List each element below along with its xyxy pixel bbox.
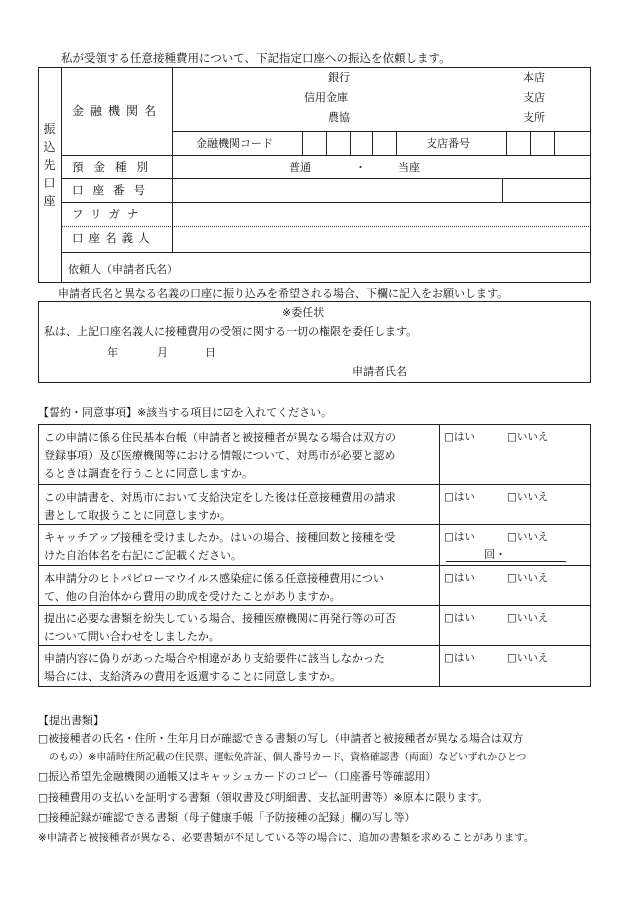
agreement-row-3-no[interactable]: □いいえ	[507, 531, 549, 543]
agreement-row-1-no[interactable]: □いいえ	[507, 431, 549, 443]
agreement-heading: 【誓約・同意事項】※該当する項目に☑を入れてください。	[38, 406, 333, 419]
institution-name-label: 金融機関名	[72, 104, 163, 118]
account-number-label: 口座番号	[72, 183, 154, 197]
furigana-input[interactable]	[173, 203, 590, 226]
delegation-applicant-input[interactable]	[420, 360, 585, 378]
document-item-1-line1[interactable]: □被接種者の氏名・住所・生年月日が確認できる書類の写し（申請者と被接種者が異なる場合は双方	[38, 732, 524, 745]
different-name-note: 申請者氏名と異なる名義の口座に振り込みを希望される場合、下欄に記入をお願いします。	[58, 287, 509, 300]
agreement-row-4-no[interactable]: □いいえ	[507, 572, 549, 584]
delegation-day: 日	[205, 346, 216, 359]
delegation-month: 月	[157, 346, 168, 359]
delegation-year: 年	[107, 346, 118, 359]
agreement-row-2-yes[interactable]: □はい	[444, 491, 475, 503]
agreement-row-6-text: 申請内容に偽りがあった場合や相違があり支給要件に該当しなかった 場合には、支給済みの費用を返還することに同意しますか。	[44, 652, 385, 683]
inst-code-label: 金融機関コード	[196, 137, 273, 150]
deposit-type-label: 預金種別	[72, 160, 158, 174]
agreement-row-1-yes[interactable]: □はい	[444, 431, 475, 443]
agreement-row-5-yes[interactable]: □はい	[444, 612, 475, 624]
deposit-option-ordinary[interactable]: 普通	[289, 161, 311, 174]
document-item-2[interactable]: □振込希望先金融機関の通帳又はキャッシュカードのコピー（口座番号等確認用）	[38, 770, 437, 783]
agreement-row-5-no[interactable]: □いいえ	[507, 612, 549, 624]
catchup-municipality-input[interactable]	[508, 546, 566, 561]
inst-type-nokyo: 農協	[328, 111, 350, 124]
requester-label: 依頼人（申請者氏名）	[68, 263, 178, 276]
agreement-row-2-no[interactable]: □いいえ	[507, 491, 549, 503]
documents-heading: 【提出書類】	[38, 714, 104, 727]
inst-code-input[interactable]	[303, 132, 396, 155]
deposit-option-current[interactable]: 当座	[398, 161, 420, 174]
document-item-4[interactable]: □接種記録が確認できる書類（母子健康手帳「予防接種の記録」欄の写し等）	[38, 811, 416, 824]
catchup-times-input[interactable]	[446, 546, 482, 561]
documents-note: ※申請者と被接種者が異なる、必要書類が不足している等の場合に、追加の書類を求めることがあります。	[38, 832, 535, 844]
inst-type-shinkin: 信用金庫	[304, 91, 348, 104]
side-label-transfer-account: 振 込 先 口 座	[43, 122, 56, 208]
furigana-label: フリガナ	[72, 207, 146, 221]
branch-code-label: 支店番号	[426, 137, 470, 150]
account-number-input[interactable]	[173, 179, 590, 202]
deposit-option-separator: ・	[355, 161, 366, 174]
intro-text: 私が受領する任意接種費用について、下記指定口座への振込を依頼します。	[61, 51, 451, 65]
requester-name-input[interactable]	[190, 253, 590, 281]
branch-type-office: 支所	[523, 111, 545, 124]
agreement-row-6-yes[interactable]: □はい	[444, 652, 475, 664]
agreement-row-4-yes[interactable]: □はい	[444, 572, 475, 584]
account-holder-input[interactable]	[173, 227, 590, 251]
delegation-title: ※委任状	[282, 306, 325, 319]
catchup-times-suffix: 回・	[484, 548, 506, 561]
agreement-row-5-text: 提出に必要な書類を紛失している場合、接種医療機関に再発行等の可否 について問い合わせをしましたか。	[44, 612, 396, 643]
account-holder-label: 口座名義人	[72, 231, 155, 245]
document-item-1-line2: のもの）※申請時住所記載の住民票、運転免許証、個人番号カード、資格確認書（両面）などいずれかひとつ	[49, 752, 527, 763]
branch-type-head: 本店	[523, 71, 545, 84]
document-item-3[interactable]: □接種費用の支払いを証明する書類（領収書及び明細書、支払証明書等）※原本に限ります。	[38, 791, 489, 804]
delegation-applicant-label: 申請者氏名	[352, 365, 407, 378]
delegation-body: 私は、上記口座名義人に接種費用の受領に関する一切の権限を委任します。	[44, 325, 418, 338]
inst-type-bank: 銀行	[328, 71, 350, 84]
branch-code-input[interactable]	[507, 132, 590, 155]
agreement-row-4-text: 本申請分のヒトパピローマウイルス感染症に係る任意接種費用につい て、他の自治体から費用の助成を受けたことがありますか。	[44, 572, 384, 603]
agreement-row-6-no[interactable]: □いいえ	[507, 652, 549, 664]
agreement-row-1-text: この申請に係る住民基本台帳（申請者と被接種者が異なる場合は双方の 登録事項）及び医療機関等における情報について、対馬市が必要と認め るときは調査を行うことに同意しますか。	[44, 431, 396, 480]
agreement-row-3-text: キャッチアップ接種を受けましたか。はいの場合、接種回数と接種を受 けた自治体名を右記にご記載ください。	[44, 531, 396, 562]
agreement-row-3-yes[interactable]: □はい	[444, 531, 475, 543]
agreement-row-2-text: この申請書を、対馬市において支給決定をした後は任意接種費用の請求 書として取扱うことに同意しますか。	[44, 491, 396, 522]
branch-type-branch: 支店	[523, 91, 545, 104]
